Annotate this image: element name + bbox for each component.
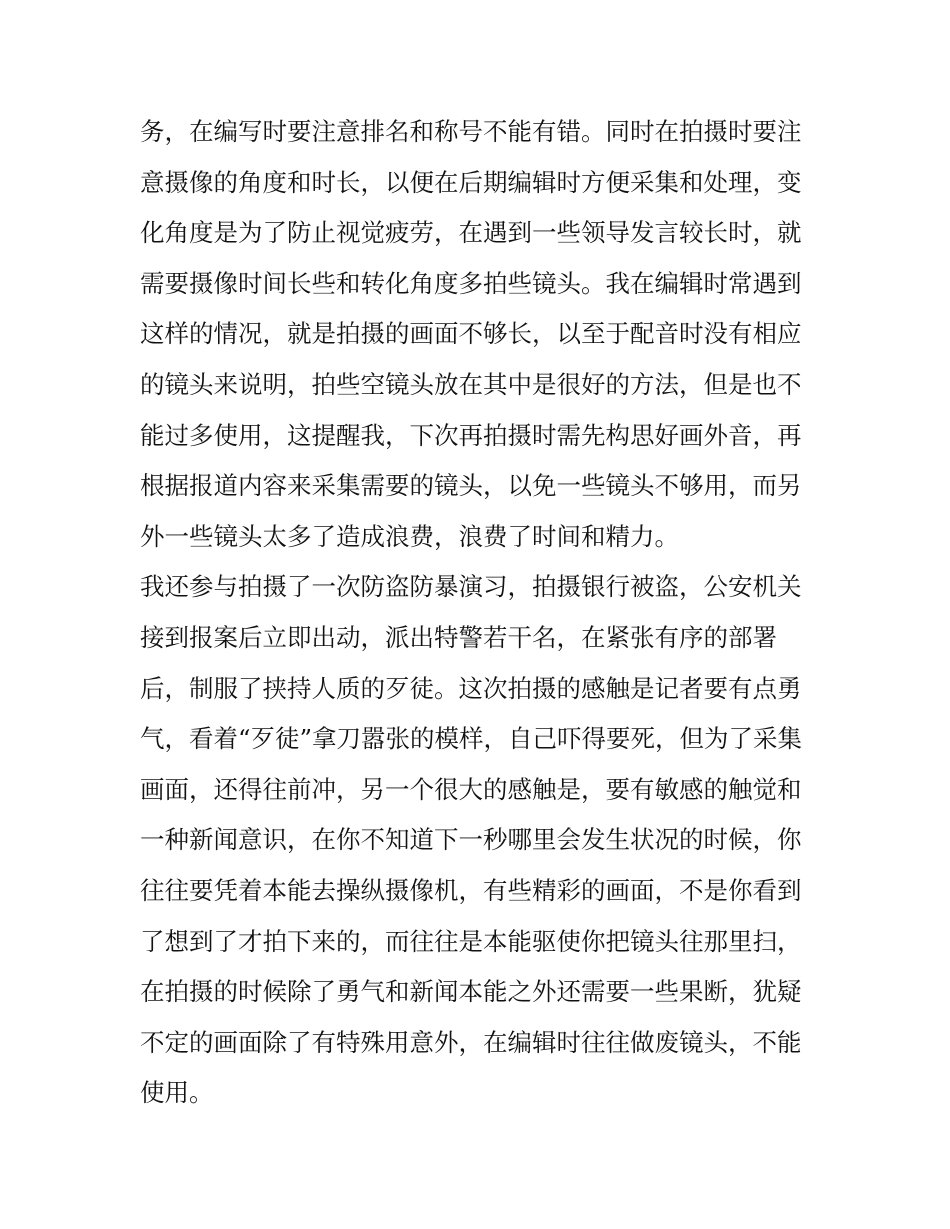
- text-line: 意摄像的角度和时长，以便在后期编辑时方便采集和处理，变: [140, 167, 802, 197]
- text-line: 外一些镜头太多了造成浪费，浪费了时间和精力。: [140, 521, 679, 551]
- text-line: 这样的情况，就是拍摄的画面不够长，以至于配音时没有相应: [140, 319, 802, 349]
- text-line: 能过多使用，这提醒我，下次再拍摄时需先构思好画外音，再: [140, 420, 802, 450]
- text-line: 一种新闻意识，在你不知道下一秒哪里会发生状况的时候，你: [140, 825, 802, 855]
- text-line: 根据报道内容来采集需要的镜头，以免一些镜头不够用，而另: [140, 471, 802, 501]
- text-line: 接到报案后立即出动，派出特警若干名，在紧张有序的部署: [140, 622, 777, 652]
- text-line: 务，在编写时要注意排名和称号不能有错。同时在拍摄时要注: [140, 117, 802, 146]
- text-line: 不定的画面除了有特殊用意外，在编辑时往往做废镜头，不能: [140, 1027, 802, 1057]
- text-line: 使用。: [140, 1078, 214, 1108]
- text-line: 画面，还得往前冲，另一个很大的感触是，要有敏感的触觉和: [140, 774, 802, 804]
- text-line: 化角度是为了防止视觉疲劳，在遇到一些领导发言较长时，就: [140, 218, 802, 248]
- text-line: 气，看着“歹徒”拿刀嚣张的模样，自己吓得要死，但为了采集: [140, 724, 803, 754]
- body-text: [140, 107, 820, 1119]
- text-line: 在拍摄的时候除了勇气和新闻本能之外还需要一些果断，犹疑: [140, 977, 802, 1007]
- text-line: 往往要凭着本能去操纵摄像机，有些精彩的画面，不是你看到: [140, 875, 802, 905]
- text-line: 需要摄像时间长些和转化角度多拍些镜头。我在编辑时常遇到: [140, 268, 802, 298]
- text-line: 了想到了才拍下来的，而往往是本能驱使你把镜头往那里扫，: [140, 926, 802, 956]
- text-line: 我还参与拍摄了一次防盗防暴演习，拍摄银行被盗，公安机关: [140, 572, 802, 602]
- text-line: 的镜头来说明，拍些空镜头放在其中是很好的方法，但是也不: [140, 369, 802, 399]
- text-line: 后，制服了挟持人质的歹徒。这次拍摄的感触是记者要有点勇: [140, 673, 802, 703]
